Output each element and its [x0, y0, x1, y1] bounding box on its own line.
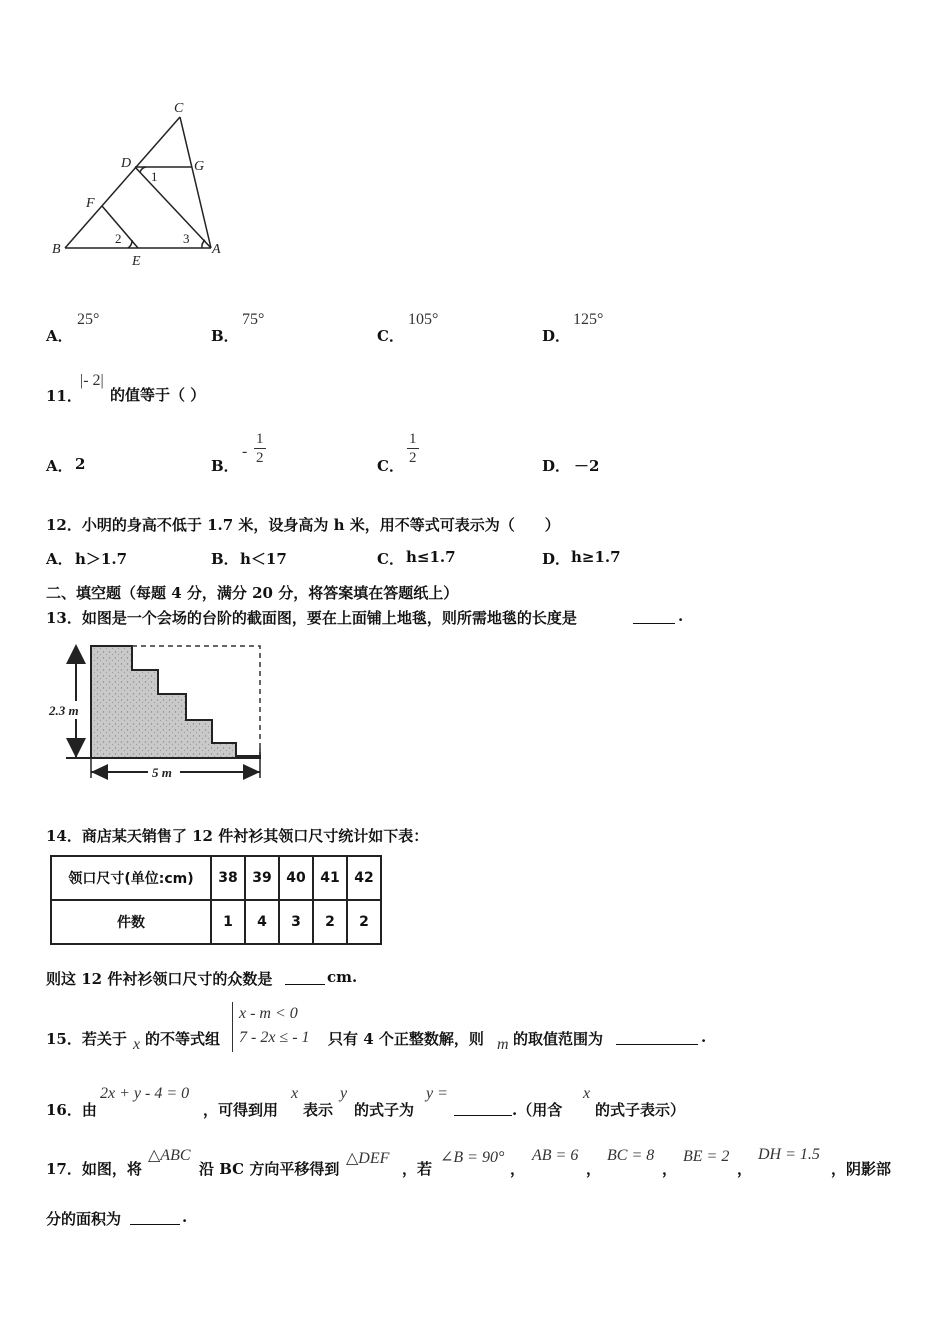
q11-option-d-value: －2 — [574, 457, 600, 475]
q10-option-d-letter: D． — [542, 327, 571, 345]
q13-end: . — [678, 607, 684, 625]
q14-answer-blank[interactable] — [285, 970, 325, 985]
label-1: 1 — [151, 169, 158, 184]
q11-option-c-denominator: 2 — [409, 450, 417, 466]
q11-option-d-letter: D． — [542, 457, 571, 475]
q12-option-d-value: h≥1.7 — [571, 548, 621, 566]
table-header-size: 领口尺寸(单位:cm) — [51, 856, 211, 900]
table-cell: 1 — [211, 900, 245, 944]
label-3: 3 — [183, 231, 190, 246]
q11-text: 的值等于（ ） — [110, 386, 206, 404]
q17-triangle-def: △DEF — [346, 1150, 390, 1167]
q10-option-c-value: 105° — [408, 311, 439, 328]
q11-option-a-value: 2 — [75, 455, 86, 473]
q15-suffix-2: 的取值范围为 — [513, 1030, 604, 1048]
q17-mid-2: ，若 — [402, 1160, 433, 1178]
q16-end-1: .（用含 — [512, 1101, 563, 1119]
q11-option-a-letter: A． — [46, 457, 73, 475]
table-cell: 2 — [313, 900, 347, 944]
q15-var-x: x — [133, 1036, 141, 1053]
q11-option-c-letter: C． — [377, 457, 404, 475]
q11-number: 11． — [46, 387, 82, 405]
q11-option-b-fraction — [254, 430, 266, 467]
table-cell: 3 — [279, 900, 313, 944]
q17-sep-2: ， — [586, 1160, 602, 1178]
q10-option-b-value: 75° — [242, 311, 265, 328]
q16-mid-3: 的式子为 — [354, 1101, 415, 1119]
q12-option-b-value: h＜17 — [240, 550, 287, 568]
table-header-count: 件数 — [51, 900, 211, 944]
q17-prefix: 17．如图，将 — [46, 1160, 142, 1178]
q15-answer-blank[interactable] — [616, 1030, 698, 1045]
label-d: D — [121, 156, 132, 171]
q16-answer-blank[interactable] — [454, 1101, 512, 1116]
q17-ab: AB = 6 — [532, 1147, 579, 1164]
q12-option-a-letter: A． — [46, 550, 73, 568]
q12-option-d-letter: D． — [542, 550, 571, 568]
q12-option-b-letter: B． — [211, 550, 239, 568]
q11-option-c-fraction — [407, 430, 419, 467]
q16-mid-2: 表示 — [303, 1101, 334, 1119]
collar-size-table — [50, 855, 382, 945]
q16-end-2: 的式子表示） — [595, 1101, 686, 1119]
label-a: A — [212, 242, 221, 257]
q17-triangle-abc: △ABC — [148, 1147, 191, 1164]
table-row — [51, 856, 381, 900]
q15-mid: 的不等式组 — [145, 1030, 221, 1048]
q11-option-b-denominator: 2 — [256, 450, 264, 466]
q14-answer-suffix: cm. — [327, 968, 358, 986]
q17-bc: BC = 8 — [607, 1147, 655, 1164]
q16-x-2: x — [583, 1085, 591, 1102]
label-b: B — [52, 242, 61, 257]
q16-equation: 2x + y - 4 = 0 — [100, 1085, 190, 1102]
label-e: E — [132, 254, 141, 269]
table-cell: 41 — [313, 856, 347, 900]
q17-sep-1: ， — [510, 1160, 526, 1178]
q12-text: 12．小明的身高不低于 1.7 米，设身高为 h 米，用不等式可表示为（ ） — [46, 516, 560, 534]
q15-var-m: m — [497, 1036, 509, 1053]
stairs-height-label: 2.3 m — [49, 703, 79, 718]
section-2-title: 二、填空题（每题 4 分，满分 20 分，将答案填在答题纸上） — [46, 584, 459, 602]
q17-line-2: 分的面积为 — [46, 1210, 122, 1228]
table-cell: 39 — [245, 856, 279, 900]
q16-x: x — [291, 1085, 299, 1102]
q15-suffix-1: 只有 4 个正整数解，则 — [328, 1030, 484, 1048]
q17-angle-b: ∠B = 90° — [440, 1149, 505, 1166]
q10-option-a-letter: A． — [46, 327, 73, 345]
triangle-figure — [40, 95, 240, 275]
q17-line-2-end: . — [182, 1208, 188, 1226]
q17-mid-1: 沿 BC 方向平移得到 — [199, 1160, 340, 1178]
q11-expression: |- 2| — [80, 372, 104, 389]
q16-prefix: 16．由 — [46, 1101, 97, 1119]
q17-dh: DH = 1.5 — [758, 1146, 820, 1163]
q10-option-b-letter: B． — [211, 327, 239, 345]
label-2: 2 — [115, 231, 122, 246]
q15-inequality-system — [232, 1002, 310, 1052]
q14-text: 14．商店某天销售了 12 件衬衫其领口尺寸统计如下表： — [46, 827, 429, 845]
q17-end: ，阴影部 — [831, 1160, 892, 1178]
table-cell: 4 — [245, 900, 279, 944]
q16-mid-1: ，可得到用 — [203, 1101, 279, 1119]
table-cell: 42 — [347, 856, 381, 900]
q13-text: 13．如图是一个会场的台阶的截面图，要在上面铺上地毯，则所需地毯的长度是 — [46, 609, 577, 627]
q12-option-a-value: h＞1.7 — [75, 550, 128, 568]
q11-option-b-sign: - — [242, 443, 248, 460]
q17-be: BE = 2 — [683, 1148, 730, 1165]
label-f: F — [86, 196, 95, 211]
q17-sep-3: ， — [662, 1160, 678, 1178]
table-cell: 38 — [211, 856, 245, 900]
q15-inequality-1: x - m < 0 — [239, 1005, 298, 1022]
q16-y-equals: y = — [426, 1085, 448, 1102]
stairs-figure — [48, 638, 270, 786]
label-c: C — [174, 101, 184, 116]
q15-inequality-2: 7 - 2x ≤ - 1 — [239, 1029, 310, 1046]
q10-option-a-value: 25° — [77, 311, 100, 328]
q12-option-c-letter: C． — [377, 550, 404, 568]
q11-option-b-numerator: 1 — [256, 431, 264, 447]
q16-y: y — [340, 1085, 348, 1102]
q11-option-c-numerator: 1 — [409, 431, 417, 447]
q10-option-d-value: 125° — [573, 311, 604, 328]
q15-prefix: 15．若关于 — [46, 1030, 127, 1048]
table-cell: 2 — [347, 900, 381, 944]
label-g: G — [194, 159, 205, 174]
q17-answer-blank[interactable] — [130, 1210, 180, 1225]
q17-sep-4: ， — [737, 1160, 753, 1178]
stairs-width-label: 5 m — [152, 765, 172, 780]
q14-answer-prefix: 则这 12 件衬衫领口尺寸的众数是 — [46, 970, 273, 988]
q13-answer-blank[interactable] — [633, 609, 675, 624]
q10-option-c-letter: C． — [377, 327, 404, 345]
q11-option-b-letter: B． — [211, 457, 239, 475]
q15-end: . — [701, 1028, 707, 1046]
table-cell: 40 — [279, 856, 313, 900]
table-row — [51, 900, 381, 944]
q12-option-c-value: h≤1.7 — [406, 548, 456, 566]
